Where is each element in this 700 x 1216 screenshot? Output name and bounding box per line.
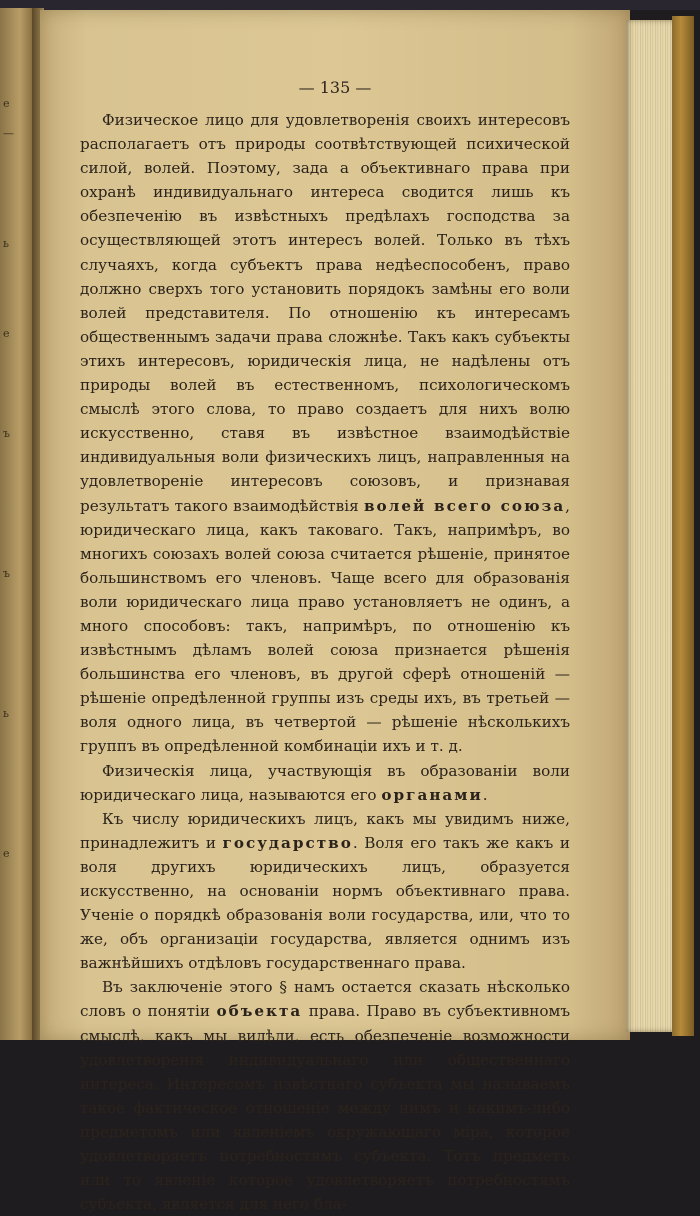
paragraph [80, 108, 570, 759]
page-number: — 135 — [298, 78, 372, 97]
book-page [40, 10, 630, 1214]
spaced-emphasis-text: волей всего союза [363, 496, 566, 515]
paragraph-text: Физическое лицо для удовлетворенія своихъ интересовъ располагаетъ отъ природы соотвѣтствующей психической силой, волей. Поэтому, зада а объективнаго права при охранѣ индивидуальнаго интереса сводится лишь къ обезпеченію въ извѣстныхъ предѣлахъ господства за осуществляющей этотъ интересъ волей. Только въ тѣхъ случаяхъ, когда субъектъ права недѣеспособенъ, право должно сверхъ того установить порядокъ замѣны его воли волей представителя. По отношенію къ интересамъ общественнымъ задачи права сложнѣе. Такъ какъ субъекты этихъ интересовъ, юридическія лица, не надѣлены отъ природы волей въ естественномъ, психологическомъ смыслѣ этого слова, то право создаетъ для нихъ волю искусственно, ставя въ извѣстное взаимодѣйствіе индивидуальныя воли физическихъ лицъ, направленныя на удовлетвореніе интересовъ союзовъ, и признавая результатъ такого взаимодѣйствія [80, 111, 570, 515]
paragraph [80, 975, 570, 1216]
page-text [80, 108, 570, 1216]
paragraph-text: Физическія лица, участвующія въ образованіи воли юридическаго лица, называются его [80, 761, 570, 804]
paragraph-text: , юридическаго лица, какъ таковаго. Такъ, напримѣръ, во многихъ союзахъ волей союза считается рѣшеніе, принятое большинствомъ его членовъ. Чаще всего для образованія воли юридическаго лица право установляетъ не одинъ, а много способовъ: такъ, напримѣръ, по отношенію къ извѣстнымъ дѣламъ волей союза признается рѣшенія большинства его членовъ, въ другой сферѣ отношеній — рѣшеніе опредѣленной группы изъ среды ихъ, въ третьей — воля одного лица, въ четвертой — рѣшеніе нѣсколькихъ группъ въ опредѣленной комбинаціи ихъ и т. д. [80, 496, 570, 756]
backdrop [0, 0, 700, 10]
margin-mark: ь [3, 707, 9, 720]
paragraph-text: . [482, 785, 488, 804]
paragraph-text: права. Право въ субъективномъ смыслѣ, какъ мы видѣли, есть обезпеченіе возможности удовлетворенія индивидуальнаго или общественнаго интереса. Интересомъ извѣстнаго субъекта мы называемъ такое фактическое отношеніе между нимъ и какимъ-либо предметомъ или явленіемъ окружающаго міра, которое удовлетворяетъ потребностямъ субъекта. Тотъ предметъ или то явленіе которое удовлетворяетъ потребностямъ субъекта, является для него бла- [80, 1002, 570, 1214]
paragraph-text: Къ числу юридическихъ лицъ, какъ мы увидимъ ниже, принадлежитъ и [80, 809, 570, 852]
paragraph-text: . Воля его такъ же какъ и воля другихъ юридическихъ лицъ, образуется искусственно, на основаніи нормъ объективнаго права. Ученіе о порядкѣ образованія воли государства, или, что то же, объ организаціи государства, является однимъ изъ важнѣйшихъ отдѣловъ государственнаго права. [80, 833, 570, 973]
paragraph [80, 759, 570, 807]
spaced-emphasis-text: объекта [216, 1002, 303, 1021]
page-edges [626, 20, 674, 1032]
paragraph [80, 807, 570, 976]
margin-mark: ъ [3, 427, 10, 440]
left-page-edge [0, 8, 36, 1040]
paragraph-text: Въ заключеніе этого § намъ остается сказать нѣсколько словъ о понятіи [80, 978, 570, 1021]
margin-mark: — [3, 127, 14, 140]
margin-mark: ъ [3, 567, 10, 580]
spaced-emphasis-text: государство [222, 833, 353, 852]
margin-mark: е [3, 97, 10, 110]
margin-mark: е [3, 327, 10, 340]
margin-mark: е [3, 847, 10, 860]
margin-mark: ь [3, 237, 9, 250]
spaced-emphasis-text: органами [381, 785, 483, 804]
cover-edge [672, 16, 694, 1036]
